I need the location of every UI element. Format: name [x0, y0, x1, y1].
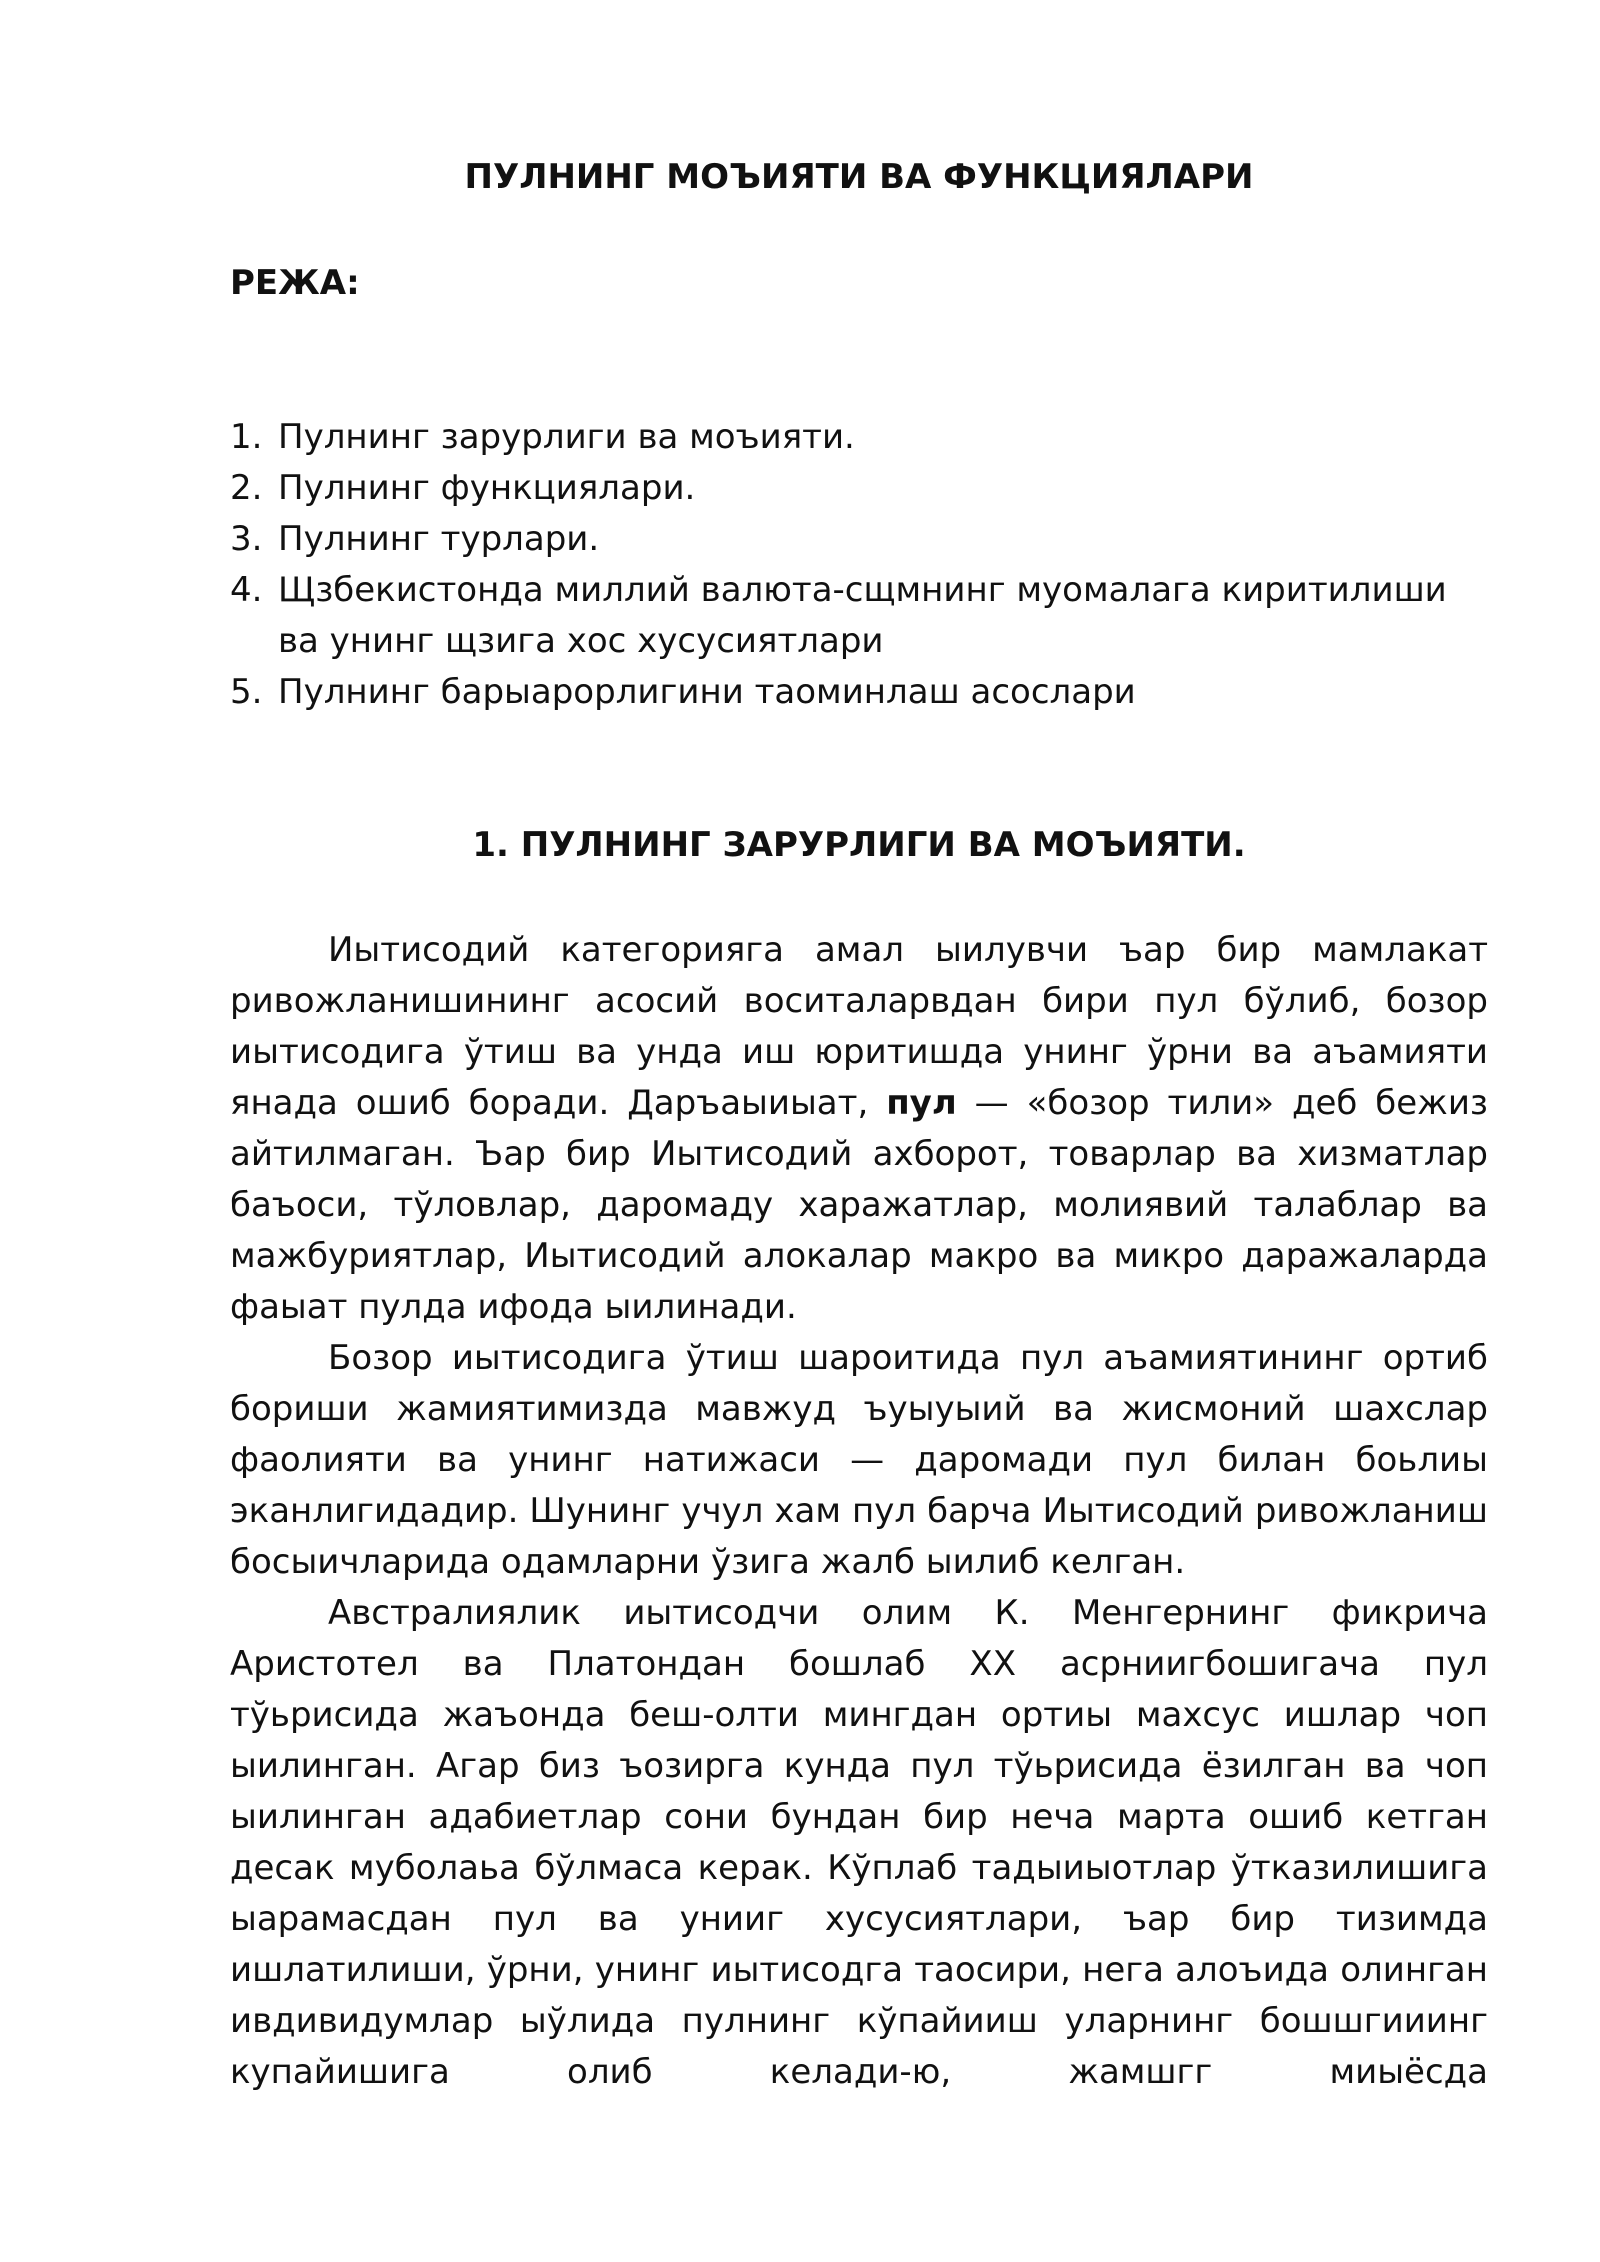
- document-title: ПУЛНИНГ МОЪИЯТИ ВА ФУНКЦИЯЛАРИ: [464, 157, 1254, 197]
- plan-item-5: [230, 667, 1488, 718]
- section-heading-trailing: .: [1232, 825, 1246, 865]
- section-heading-bold: 1. ПУЛНИНГ ЗАРУРЛИГИ ВА МОЪИЯТИ: [472, 825, 1233, 865]
- paragraph-1-text-start: Иытисодий категорияга амал ыилувчи ъар бир мамлакат ривожланишининг асосий воситаларвдан бири пул бўлиб, бозор иытисодига ўтиш ва унда иш юритишда унинг ўрни ва аъамияти янада ошиб боради. Даръаыиыат,: [230, 930, 1488, 1123]
- paragraph-1-bold-term: пул: [886, 1083, 957, 1123]
- paragraph-1-text-end: — «бозор тили» деб бежиз айтилмаган. Ъар бир Иытисодий ахборот, товарлар ва хизматлар баъоси, тўловлар, даромаду харажатлар, молиявий талаблар ва мажбуриятлар, Иытисодий алокалар макро ва микро даражаларда фаыат пулда ифода ыилинади.: [230, 1083, 1488, 1327]
- plan-item-1: [230, 412, 1488, 463]
- plan-item-text: Пулнинг турлари.: [278, 519, 600, 559]
- plan-item-number: 3.: [230, 519, 263, 559]
- plan-item-text: Щзбекистонда миллий валюта-сщмнинг муомалага киритилиши ва унинг щзига хос хусусиятлари: [278, 570, 1447, 661]
- plan-item-3: [230, 514, 1488, 565]
- plan-item-text: Пулнинг зарурлиги ва моъияти.: [278, 417, 855, 457]
- plan-item-text: Пулнинг функциялари.: [278, 468, 696, 508]
- plan-item-number: 4.: [230, 570, 263, 610]
- paragraph-1: [230, 925, 1488, 1333]
- plan-item-2: [230, 463, 1488, 514]
- plan-item-number: 2.: [230, 468, 263, 508]
- body-text: [230, 925, 1488, 2098]
- plan-item-number: 1.: [230, 417, 263, 457]
- plan-item-number: 5.: [230, 672, 263, 712]
- plan-item-4: [230, 565, 1488, 667]
- plan-item-text: Пулнинг барыарорлигини таоминлаш асослари: [278, 672, 1136, 712]
- section-heading: [230, 820, 1488, 870]
- paragraph-2: Бозор иытисодига ўтиш шароитида пул аъамиятининг ортиб бориши жамиятимизда мавжуд ъуыуыий ва жисмоний шахслар фаолияти ва унинг натижаси — даромади пул билан боьлиы эканлигидадир. Шунинг учул хам пул барча Иытисодий ривожланиш босыичларида одамларни ўзига жалб ыилиб келган.: [230, 1338, 1488, 1582]
- plan-label: РЕЖА:: [230, 263, 360, 303]
- paragraph-3: Австралиялик иытисодчи олим К. Менгернинг фикрича Аристотел ва Платондан бошлаб XX асрниигбошигача пул тўьрисида жаъонда беш-олти мингдан ортиы махсус ишлар чоп ыилинган. Агар биз ъозирга кунда пул тўьрисида ёзилган ва чоп ыилинган адабиетлар сони бундан бир неча марта ошиб кетган десак муболаьа бўлмаса керак. Кўплаб тадыиыотлар ўтказилишига ыарамасдан пул ва унииг хусусиятлари, ъар бир тизимда ишлатилиши, ўрни, унинг иытисодга таосири, нега алоъида олинган ивдивидумлар ыўлида пулнинг кўпайииш уларнинг бошшгииинг купайишига олиб келади-ю, жамшгг миыёсда: [230, 1593, 1488, 2092]
- plan-list: [230, 412, 1488, 718]
